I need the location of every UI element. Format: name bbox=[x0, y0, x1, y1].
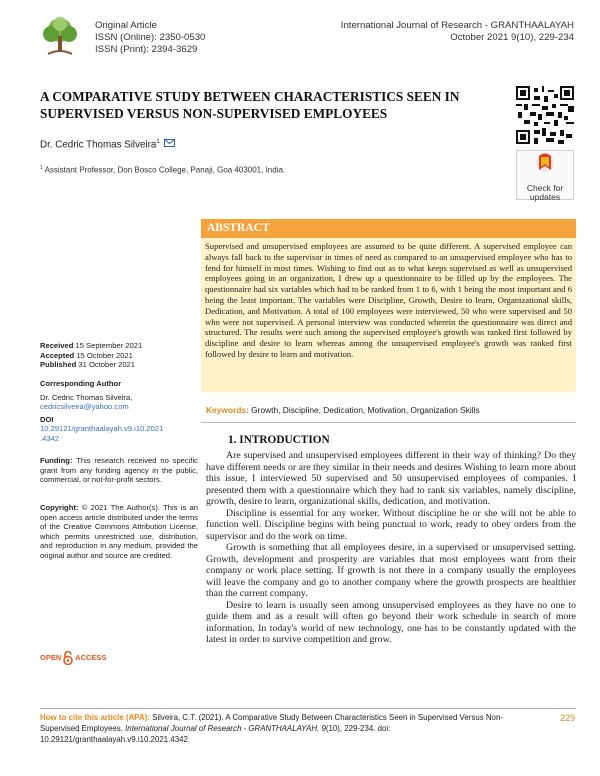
affiliation-superscript: 1 bbox=[40, 165, 43, 171]
journal-name: International Journal of Research - GRANTHAALAYAH bbox=[340, 20, 574, 31]
abstract-heading: ABSTRACT bbox=[201, 219, 576, 238]
issue-info: October 2021 9(10), 229-234 bbox=[450, 32, 574, 43]
corresponding-author-email-link[interactable]: cedricsilveira@yahoo.com bbox=[40, 402, 129, 412]
introduction-body bbox=[206, 450, 576, 646]
open-access-lock-icon bbox=[63, 651, 73, 665]
affiliation bbox=[40, 165, 285, 175]
check-updates-bookmark-icon bbox=[534, 153, 556, 177]
author-line bbox=[40, 139, 175, 150]
doi-line: .4342 bbox=[40, 433, 60, 443]
title-line: SUPERVISED VERSUS NON-SUPERVISED EMPLOYEES bbox=[40, 106, 388, 121]
section-heading-introduction: 1. INTRODUCTION bbox=[228, 434, 330, 446]
article-type: Original Article bbox=[95, 20, 157, 31]
check-updates-line: updates bbox=[529, 192, 561, 202]
citation-footer bbox=[40, 712, 530, 745]
keywords-label: Keywords: bbox=[206, 405, 249, 415]
check-for-updates-button[interactable] bbox=[516, 150, 574, 200]
keywords-text: Growth, Discipline, Dedication, Motivation, Organization Skills bbox=[251, 405, 480, 415]
how-to-cite-label: How to cite this article (APA): bbox=[40, 713, 150, 722]
article-dates bbox=[40, 341, 198, 370]
citation-volume: 9 bbox=[321, 724, 326, 733]
open-access-left: OPEN bbox=[40, 652, 62, 662]
paragraph: Desire to learn is usually seen among unsupervised employees as they have no one to guide them and as a result will often go beyond their work schedule in search of more information. In today's world of new technology, one has to be constantly updated with the latest in order to survive competition and grow. bbox=[206, 599, 576, 645]
email-icon[interactable] bbox=[164, 139, 175, 147]
affiliation-text: Assistant Professor, Don Bosco College, Panaji, Goa 403001, India. bbox=[44, 165, 286, 175]
citation-rest: (10), 229-234. doi: 10.29121/granthaalayah.v9.i10.2021.4342 bbox=[40, 724, 391, 744]
qr-code-icon[interactable] bbox=[516, 86, 574, 144]
doi-link[interactable] bbox=[40, 424, 198, 443]
corresponding-author bbox=[40, 379, 198, 444]
abstract-text: Supervised and unsupervised employees are assumed to be quite different. A supervised employee can always fall back to the supervisor in times of need as compared to an unsupervised employee who has to fend for himself in most times. Wishing to find out as to what keeps supervised as well as unsupervised employees going in an organization, I drew up a questionnaire to be filled up by the employees. The questionnaire had six variables which had to be ranked from 1 to 6, with 1 being the most important and 6 being the least important. The variables were Discipline, Growth, Desire to learn, Organizational skills, Dedication, and Motivation. A total of 100 employees were interviewed, 50 who were supervised and 50 who were not supervised. A personal interview was conducted wherein the questionnaire was direct and structured. The results were such among the supervised employee's growth was ranked first followed by discipline and desire to learn whereas among the unsupervised employee's growth was ranked first followed by desire to learn and motivation. bbox=[201, 238, 576, 392]
issn-online: ISSN (Online): 2350-0530 bbox=[95, 32, 206, 43]
paragraph: Discipline is essential for any worker. Without discipline he or she will not be able to function well. Discipline begins with being punctual to work, ready to obey orders from the supervisor and do the work on time. bbox=[206, 507, 576, 542]
author-name: Dr. Cedric Thomas Silveira bbox=[40, 139, 157, 151]
copyright-label: Copyright: bbox=[40, 503, 79, 512]
citation-main: Silveira, C.T. (2021). A Comparative Study Between Characteristics Seen in Supervised Versus Non-Supervised Employees. bbox=[40, 713, 503, 733]
copyright-statement bbox=[40, 503, 198, 561]
paragraph: Are supervised and unsupervised employees different in their way of thinking? Do they have different needs or are they similar in their needs and desires Wishing to learn more about this issue, I interviewed 50 supervised and 50 unsupervised employees of companies. I presented them with a questionnaire which they had to rank six variables, namely discipline, growth, desire to learn, organizational skills, dedication, and motivation. bbox=[206, 450, 576, 507]
citation-journal: International Journal of Research - GRANTHAALAYAH, bbox=[125, 724, 320, 733]
corresponding-author-name: Dr. Cedric Thomas Silveira, bbox=[40, 392, 133, 402]
doi-line: 10.29121/granthaalayah.v9.i10.2021 bbox=[40, 424, 164, 434]
journal-logo-tree-icon bbox=[40, 16, 80, 58]
accepted-date: 15 October 2021 bbox=[76, 350, 133, 360]
issn-print: ISSN (Print): 2394-3629 bbox=[95, 44, 198, 55]
accepted-label: Accepted bbox=[40, 350, 75, 360]
received-label: Received bbox=[40, 341, 74, 350]
funding-statement bbox=[40, 456, 198, 485]
keywords-line bbox=[206, 405, 480, 415]
author-superscript: 1 bbox=[156, 139, 160, 145]
received-date: 15 September 2021 bbox=[75, 341, 143, 350]
doi-label: DOI bbox=[40, 414, 54, 424]
paragraph: Growth is something that all employees desire, in a supervised or unsupervised setting. Growth, development and prosperity are variables that most employees want from their company or work place setting. If growth is not there in a company usually the employees will leave the company and go to another company where the growth prospects are healthier than the current company. bbox=[206, 542, 576, 599]
copyright-text: © 2021 The Author(s). This is an open access article distributed under the terms of the Creative Commons Attribution License, which permits unrestricted use, distribution, and reproduction in any medium, provided the original author and source are credited. bbox=[40, 503, 198, 560]
published-date: 31 October 2021 bbox=[78, 360, 135, 370]
check-updates-line: Check for bbox=[526, 183, 564, 193]
divider bbox=[201, 422, 576, 423]
title-line: A COMPARATIVE STUDY BETWEEN CHARACTERISTICS SEEN IN bbox=[40, 89, 460, 104]
corresponding-author-heading: Corresponding Author bbox=[40, 379, 122, 388]
funding-text: This research received no specific grant from any funding agency in the public, commercial, or not-for-profit sectors. bbox=[40, 456, 198, 485]
page-number: 229 bbox=[560, 713, 576, 723]
footer-divider bbox=[40, 708, 576, 709]
article-title bbox=[40, 88, 480, 122]
journal-issn-block bbox=[95, 20, 205, 56]
funding-label: Funding: bbox=[40, 456, 73, 465]
open-access-badge bbox=[40, 651, 106, 665]
open-access-right: ACCESS bbox=[75, 652, 107, 662]
journal-info bbox=[341, 20, 574, 44]
published-label: Published bbox=[40, 360, 77, 370]
